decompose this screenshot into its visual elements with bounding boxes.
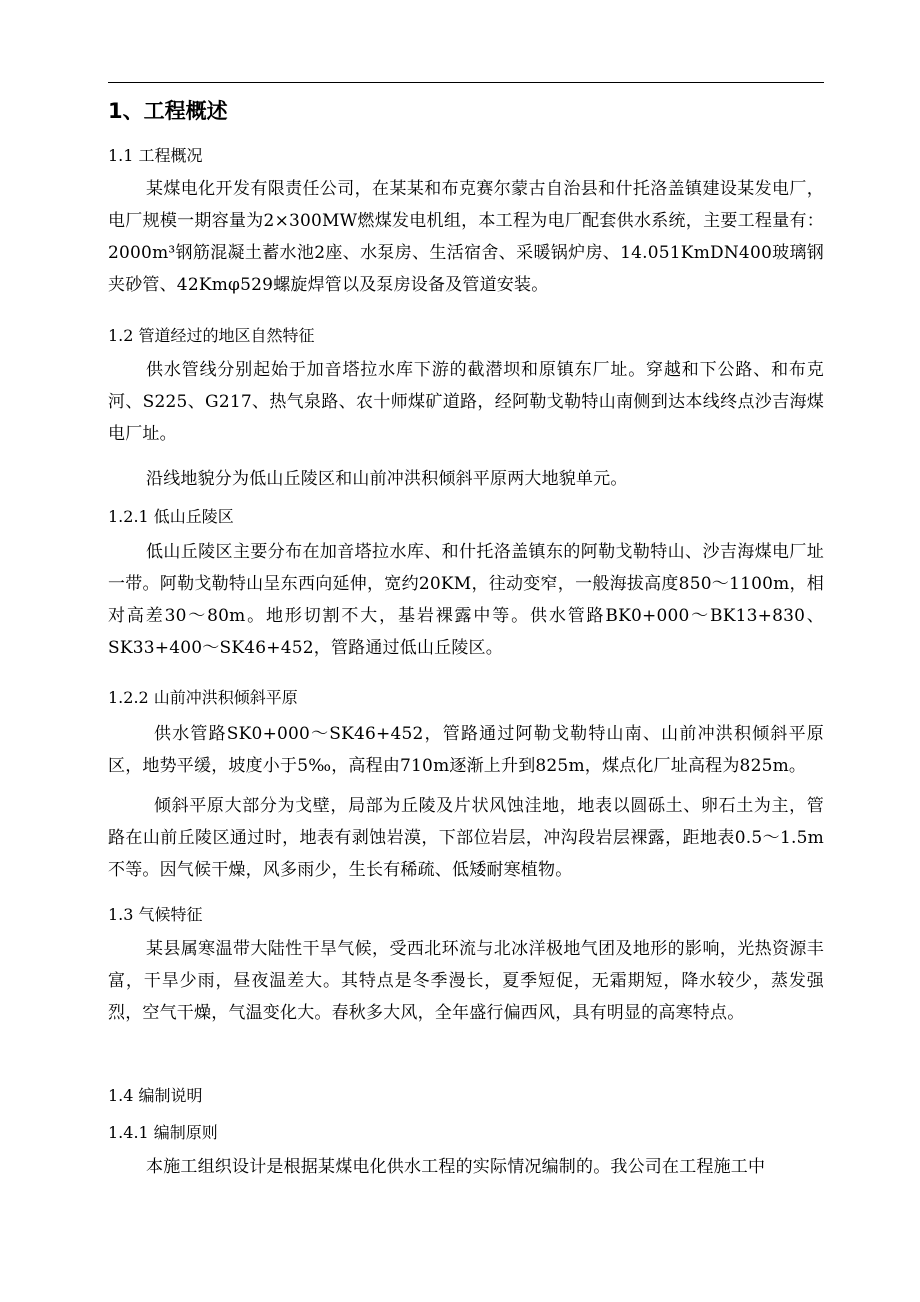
paragraph-1-1: 某煤电化开发有限责任公司，在某某和布克赛尔蒙古自治县和什托洛盖镇建设某发电厂，电厂规模一期容量为2×300MW燃煤发电机组，本工程为电厂配套供水系统，主要工程量有：2000m³钢筋混凝土蓄水池2座、水泵房、生活宿舍、采暖锅炉房、14.051KmDN400玻璃钢夹砂管、42Kmφ529螺旋焊管以及泵房设备及管道安装。 <box>108 179 824 295</box>
heading-1-2-1: 1.2.1 低山丘陵区 <box>108 507 234 526</box>
paragraph-1-2-1: 低山丘陵区主要分布在加音塔拉水库、和什托洛盖镇东的阿勒戈勒特山、沙吉海煤电厂址一带。阿勒戈勒特山呈东西向延伸，宽约20KM，往动变窄，一般海拔高度850～1100m，相对高差30～80m。地形切割不大，基岩裸露中等。供水管路BK0+000～BK13+830、SK33+400～SK46+452，管路通过低山丘陵区。 <box>108 542 824 658</box>
heading-1-1: 1.1 工程概况 <box>108 146 203 165</box>
paragraph-1-2-b: 沿线地貌分为低山丘陵区和山前冲洪积倾斜平原两大地貌单元。 <box>146 469 628 489</box>
heading-1-4-1: 1.4.1 编制原则 <box>108 1123 218 1142</box>
paragraph-1-3: 某县属寒温带大陆性干旱气候，受西北环流与北冰洋极地气团及地形的影响，光热资源丰富，干旱少雨，昼夜温差大。其特点是冬季漫长，夏季短促，无霜期短，降水较少，蒸发强烈，空气干燥，气温变化大。春秋多大风，全年盛行偏西风，具有明显的高寒特点。 <box>108 939 824 1023</box>
paragraph-1-2-a: 供水管线分别起始于加音塔拉水库下游的截潜坝和原镇东厂址。穿越和下公路、和布克河、S225、G217、热气泉路、农十师煤矿道路，经阿勒戈勒特山南侧到达本线终点沙吉海煤电厂址。 <box>108 360 824 444</box>
header-rule <box>108 82 824 83</box>
heading-1-2-2: 1.2.2 山前冲洪积倾斜平原 <box>108 688 298 707</box>
paragraph-1-2-2-b: 倾斜平原大部分为戈壁，局部为丘陵及片状风蚀洼地，地表以圆砾土、卵石土为主，管路在山前丘陵区通过时，地表有剥蚀岩漠，下部位岩层，冲沟段岩层裸露，距地表0.5～1.5m不等。因气候干燥，风多雨少，生长有稀疏、低矮耐寒植物。 <box>108 796 824 880</box>
section-title: 1、工程概述 <box>108 99 228 123</box>
heading-1-4: 1.4 编制说明 <box>108 1086 203 1105</box>
paragraph-1-2-2-a: 供水管路SK0+000～SK46+452，管路通过阿勒戈勒特山南、山前冲洪积倾斜平原区，地势平缓，坡度小于5‰，高程由710m逐渐上升到825m，煤点化厂址高程为825m。 <box>108 724 824 776</box>
paragraph-1-4-1: 本施工组织设计是根据某煤电化供水工程的实际情况编制的。我公司在工程施工中 <box>146 1157 766 1177</box>
heading-1-3: 1.3 气候特征 <box>108 905 203 924</box>
heading-1-2: 1.2 管道经过的地区自然特征 <box>108 326 315 345</box>
